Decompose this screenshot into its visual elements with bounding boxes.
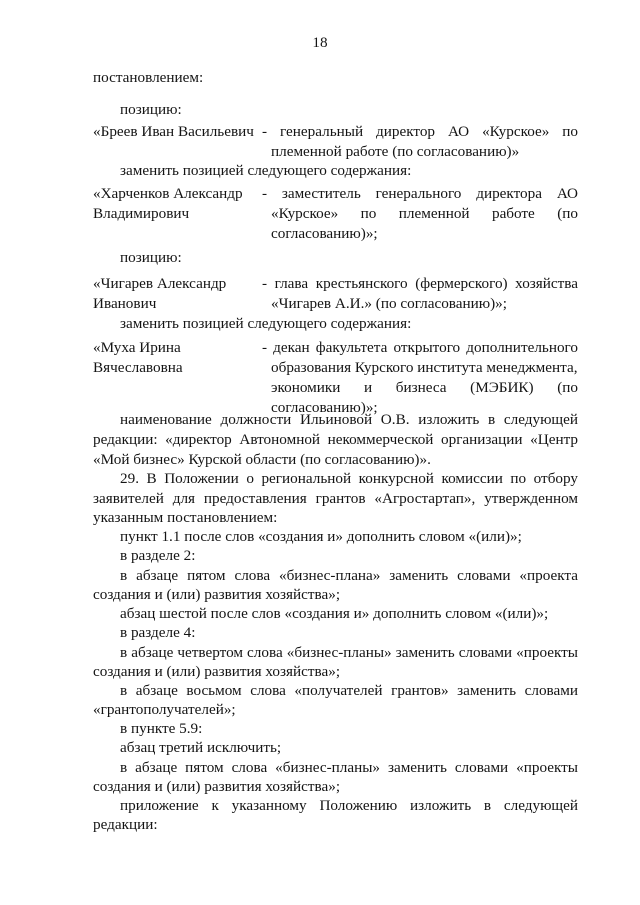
text-line: заменить позицией следующего содержания: bbox=[120, 315, 412, 332]
paragraph-line: в пункте 5.9: bbox=[120, 720, 203, 737]
text-line: постановлением: bbox=[93, 69, 204, 86]
paragraph-line: в разделе 4: bbox=[120, 624, 196, 641]
paragraph-line: в разделе 2: bbox=[120, 547, 196, 564]
person-name-line: «Муха Ирина bbox=[93, 339, 181, 356]
person-name-line: Владимирович bbox=[93, 205, 190, 222]
paragraph-line: указанным постановлением: bbox=[93, 509, 278, 526]
paragraph-line: создания и (или) развития хозяйства»; bbox=[93, 778, 341, 795]
person-name bbox=[93, 122, 258, 142]
person-role bbox=[262, 184, 578, 244]
person-role bbox=[262, 338, 578, 418]
paragraph-line: «грантополучателей»; bbox=[93, 701, 236, 718]
paragraph-line: наименование должности Ильиновой О.В. изложить в следующей bbox=[120, 411, 578, 428]
text-line: заменить позицией следующего содержания: bbox=[120, 162, 412, 179]
person-role bbox=[262, 274, 578, 314]
person-name bbox=[93, 184, 258, 224]
person-name-line: «Бреев Иван Васильевич bbox=[93, 123, 254, 140]
page-number: 18 bbox=[312, 34, 328, 51]
paragraph-line: в абзаце пятом слова «бизнес-планы» заменить словами «проекты bbox=[120, 759, 578, 776]
role-line: - декан факультета открытого дополнительного bbox=[262, 339, 578, 356]
role-line: образования Курского института менеджмента, bbox=[271, 359, 578, 376]
paragraph-line: 29. В Положении о региональной конкурсной комиссии по отбору bbox=[120, 470, 578, 487]
person-name bbox=[93, 274, 258, 314]
person-name bbox=[93, 338, 258, 378]
paragraph-line: приложение к указанному Положению изложить в следующей bbox=[120, 797, 578, 814]
text-line: позицию: bbox=[120, 101, 182, 118]
paragraph-line: заявителей для предоставления грантов «Агростартап», утвержденном bbox=[93, 490, 578, 507]
role-line: - глава крестьянского (фермерского) хозяйства bbox=[262, 275, 578, 292]
paragraph-line: создания и (или) развития хозяйства»; bbox=[93, 663, 341, 680]
role-line: согласованию)»; bbox=[271, 225, 378, 242]
role-line: экономики и бизнеса (МЭБИК) (по bbox=[271, 379, 578, 396]
paragraph-line: пункт 1.1 после слов «создания и» дополнить словом «(или)»; bbox=[120, 528, 522, 545]
person-name-line: Иванович bbox=[93, 295, 157, 312]
person-name-line: «Чигарев Александр bbox=[93, 275, 227, 292]
role-line: - заместитель генерального директора АО bbox=[262, 185, 578, 202]
text-line: позицию: bbox=[120, 249, 182, 266]
role-line: - генеральный директор АО «Курское» по bbox=[262, 123, 578, 140]
paragraph-line: абзац шестой после слов «создания и» дополнить словом «(или)»; bbox=[120, 605, 549, 622]
paragraph-line: в абзаце четвертом слова «бизнес-планы» заменить словами «проекты bbox=[120, 644, 578, 661]
paragraph-line: редакции: «директор Автономной некоммерческой организации «Центр bbox=[93, 431, 578, 448]
paragraph-line: «Мой бизнес» Курской области (по согласованию)». bbox=[93, 451, 431, 468]
person-role bbox=[262, 122, 578, 162]
paragraph-line: в абзаце восьмом слова «получателей грантов» заменить словами bbox=[120, 682, 578, 699]
paragraph-line: редакции: bbox=[93, 816, 158, 833]
person-name-line: «Харченков Александр bbox=[93, 185, 243, 202]
role-line: согласованию)»; bbox=[271, 399, 378, 416]
paragraph-line: создания и (или) развития хозяйства»; bbox=[93, 586, 341, 603]
role-line: «Курское» по племенной работе (по bbox=[271, 205, 578, 222]
paragraph-line: в абзаце пятом слова «бизнес-плана» заменить словами «проекта bbox=[120, 567, 578, 584]
person-name-line: Вячеславовна bbox=[93, 359, 183, 376]
role-line: «Чигарев А.И.» (по согласованию)»; bbox=[271, 295, 507, 312]
role-line: племенной работе (по согласованию)» bbox=[271, 143, 520, 160]
paragraph-line: абзац третий исключить; bbox=[120, 739, 282, 756]
